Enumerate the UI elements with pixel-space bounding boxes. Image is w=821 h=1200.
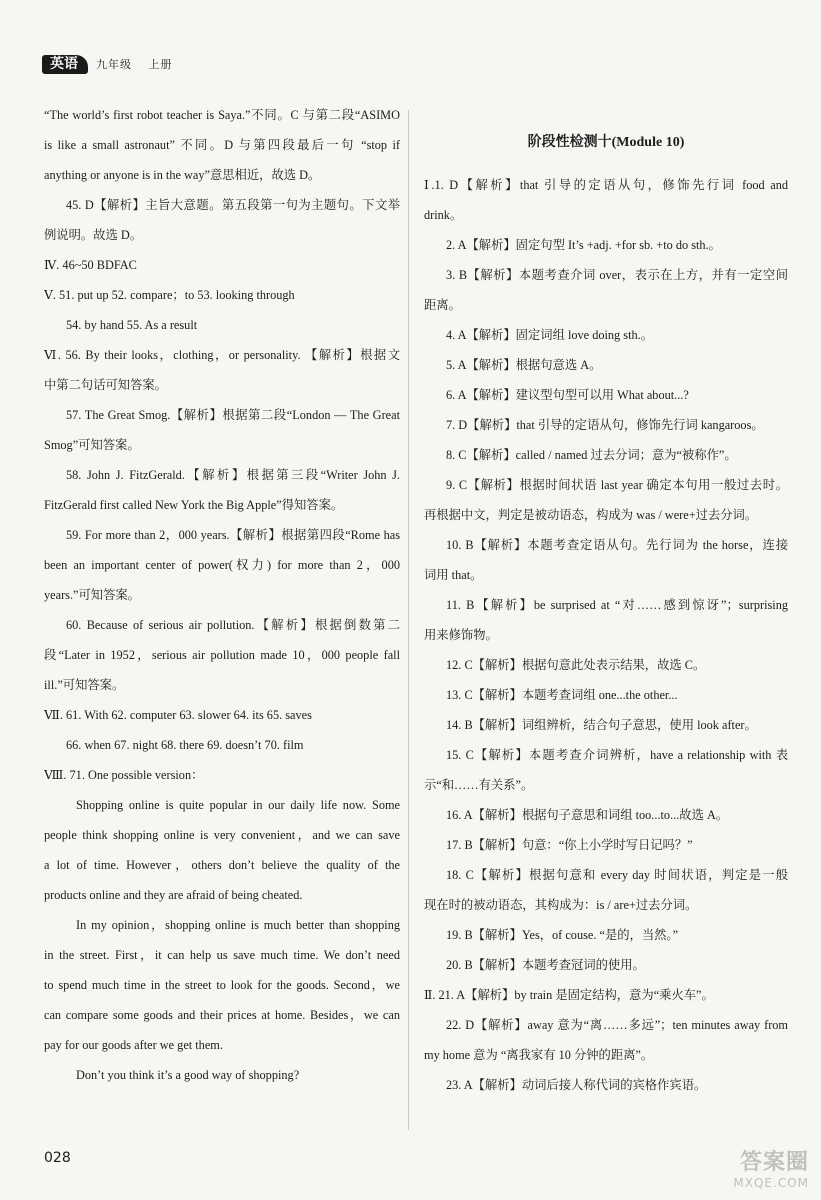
text-line: 11. B【解析】be surprised at “对……感到惊讶”；surprising [446, 598, 788, 612]
watermark-logo-text: 答案圈 [739, 1150, 809, 1175]
text-line: 现在时的被动语态，其构成为：is / are+过去分词。 [424, 898, 698, 912]
text-line: In my opinion，shopping online is much better than shopping [76, 918, 400, 932]
text-line: 6. A【解析】建议型句型可以用 What about...? [446, 388, 689, 402]
text-line: Ⅷ. 71. One possible version： [44, 768, 204, 782]
text-line: 3. B【解析】本题考查介词 over，表示在上方，并有一定空间 [446, 268, 788, 282]
text-line: 20. B【解析】本题考查冠词的使用。 [446, 958, 645, 972]
watermark-url: MXQE.COM [733, 1176, 809, 1190]
text-line: products online and they are afraid of being cheated. [44, 888, 303, 902]
text-line: 8. C【解析】called / named 过去分词；意为“被称作”。 [446, 448, 737, 462]
text-line: been an important center of power(权力) for more than 2，000 [44, 558, 400, 572]
text-line: 58. John J. FitzGerald.【解析】根据第三段“Writer John J. [66, 468, 400, 482]
text-line: 4. A【解析】固定词组 love doing sth.。 [446, 328, 653, 342]
text-line: 中第二句话可知答案。 [44, 378, 167, 392]
text-line: 22. D【解析】away 意为“离……多远”；ten minutes away from [446, 1018, 788, 1032]
volume-label: 上册 [148, 58, 173, 71]
text-line: people think shopping online is very convenient，and we can save [44, 828, 400, 842]
watermark [699, 1145, 809, 1190]
text-line: Ⅳ. 46~50 BDFAC [44, 258, 137, 272]
book-info [96, 56, 185, 72]
text-line: 再根据中文，判定是被动语态，构成为 was / were+过去分词。 [424, 508, 758, 522]
subject-badge: 英语 [42, 55, 88, 74]
text-line: 例说明。故选 D。 [44, 228, 143, 242]
text-line: in the street. First，it can help us save much time. We don’t need [44, 948, 400, 962]
text-line: can compare some goods and their prices at home. Besides，we can [44, 1008, 400, 1022]
text-line: drink。 [424, 208, 463, 222]
text-line: 示“和……有关系”。 [424, 778, 534, 792]
text-line: Ⅱ. 21. A【解析】by train 是固定结构，意为“乘火车”。 [424, 988, 714, 1002]
text-line: 词用 that。 [424, 568, 483, 582]
text-line: Ⅶ. 61. With 62. computer 63. slower 64. its 65. saves [44, 708, 312, 722]
text-line: 15. C【解析】本题考查介词辨析，have a relationship with 表 [446, 748, 788, 762]
text-line: ill.”可知答案。 [44, 678, 125, 692]
text-line: anything or anyone is in the way”意思相近，故选 D。 [44, 168, 321, 182]
text-line: 距离。 [424, 298, 461, 312]
text-line: 5. A【解析】根据句意选 A。 [446, 358, 602, 372]
page-header [42, 54, 185, 74]
text-line: 54. by hand 55. As a result [66, 318, 198, 332]
text-line: 段“Later in 1952，serious air pollution made 10，000 people fall [44, 648, 400, 662]
text-line: 60. Because of serious air pollution.【解析】根据倒数第二 [66, 618, 400, 632]
text-line: Don’t you think it’s a good way of shopping? [76, 1068, 300, 1082]
text-line: 13. C【解析】本题考查词组 one...the other... [446, 688, 678, 702]
text-line: 18. C【解析】根据句意和 every day 时间状语，判定是一般 [446, 868, 788, 882]
text-line: to spend much time in the street to look for the goods. Second，we [44, 978, 400, 992]
text-line: 14. B【解析】词组辨析，结合句子意思，使用 look after。 [446, 718, 757, 732]
text-line: 用来修饰物。 [424, 628, 498, 642]
text-line: Ⅴ. 51. put up 52. compare；to 53. looking through [44, 288, 295, 302]
text-line: 10. B【解析】本题考查定语从句。先行词为 the horse，连接 [446, 538, 788, 552]
text-line: a lot of time. However，others don’t believe the quality of the [44, 858, 400, 872]
text-line: 12. C【解析】根据句意此处表示结果，故选 C。 [446, 658, 706, 672]
left-column [44, 100, 400, 1090]
text-line: 7. D【解析】that 引导的定语从句，修饰先行词 kangaroos。 [446, 418, 764, 432]
right-column [424, 100, 788, 1100]
text-line: Ⅰ.1. D【解析】that 引导的定语从句，修饰先行词 food and [424, 178, 788, 192]
text-line: 45. D【解析】主旨大意题。第五段第一句为主题句。下文举 [66, 198, 400, 212]
text-line: “The world’s first robot teacher is Saya.”不同。C 与第二段“ASIMO [44, 108, 400, 122]
grade-label: 九年级 [96, 58, 132, 71]
text-line: 9. C【解析】根据时间状语 last year 确定本句用一般过去时。 [446, 478, 788, 492]
text-line: 23. A【解析】动词后接人称代词的宾格作宾语。 [446, 1078, 707, 1092]
text-line: 59. For more than 2，000 years.【解析】根据第四段“Rome has [66, 528, 400, 542]
text-line: is like a small astronaut” 不同。D 与第四段最后一句 “stop if [44, 138, 400, 152]
section-title: 阶段性检测十(Module 10) [527, 135, 685, 150]
text-line: pay for our goods after we get them. [44, 1038, 223, 1052]
text-line: 2. A【解析】固定句型 It’s +adj. +for sb. +to do sth.。 [446, 238, 721, 252]
text-line: 16. A【解析】根据句子意思和词组 too...to...故选 A。 [446, 808, 729, 822]
text-line: 57. The Great Smog.【解析】根据第二段“London — The Great [66, 408, 400, 422]
text-line: my home 意为 “离我家有 10 分钟的距离”。 [424, 1048, 654, 1062]
text-line: Shopping online is quite popular in our daily life now. Some [76, 798, 400, 812]
text-line: 19. B【解析】Yes，of couse. “是的，当然。” [446, 928, 679, 942]
column-divider [408, 110, 409, 1130]
text-line: years.”可知答案。 [44, 588, 140, 602]
text-line: Smog”可知答案。 [44, 438, 140, 452]
text-line: FitzGerald first called New York the Big Apple”得知答案。 [44, 498, 344, 512]
text-line: 17. B【解析】句意：“你上小学时写日记吗？” [446, 838, 693, 852]
text-line: 66. when 67. night 68. there 69. doesn’t 70. film [66, 738, 304, 752]
text-line: Ⅵ. 56. By their looks，clothing，or personality. 【解析】根据文 [44, 348, 400, 362]
page-number: 028 [44, 1150, 71, 1166]
